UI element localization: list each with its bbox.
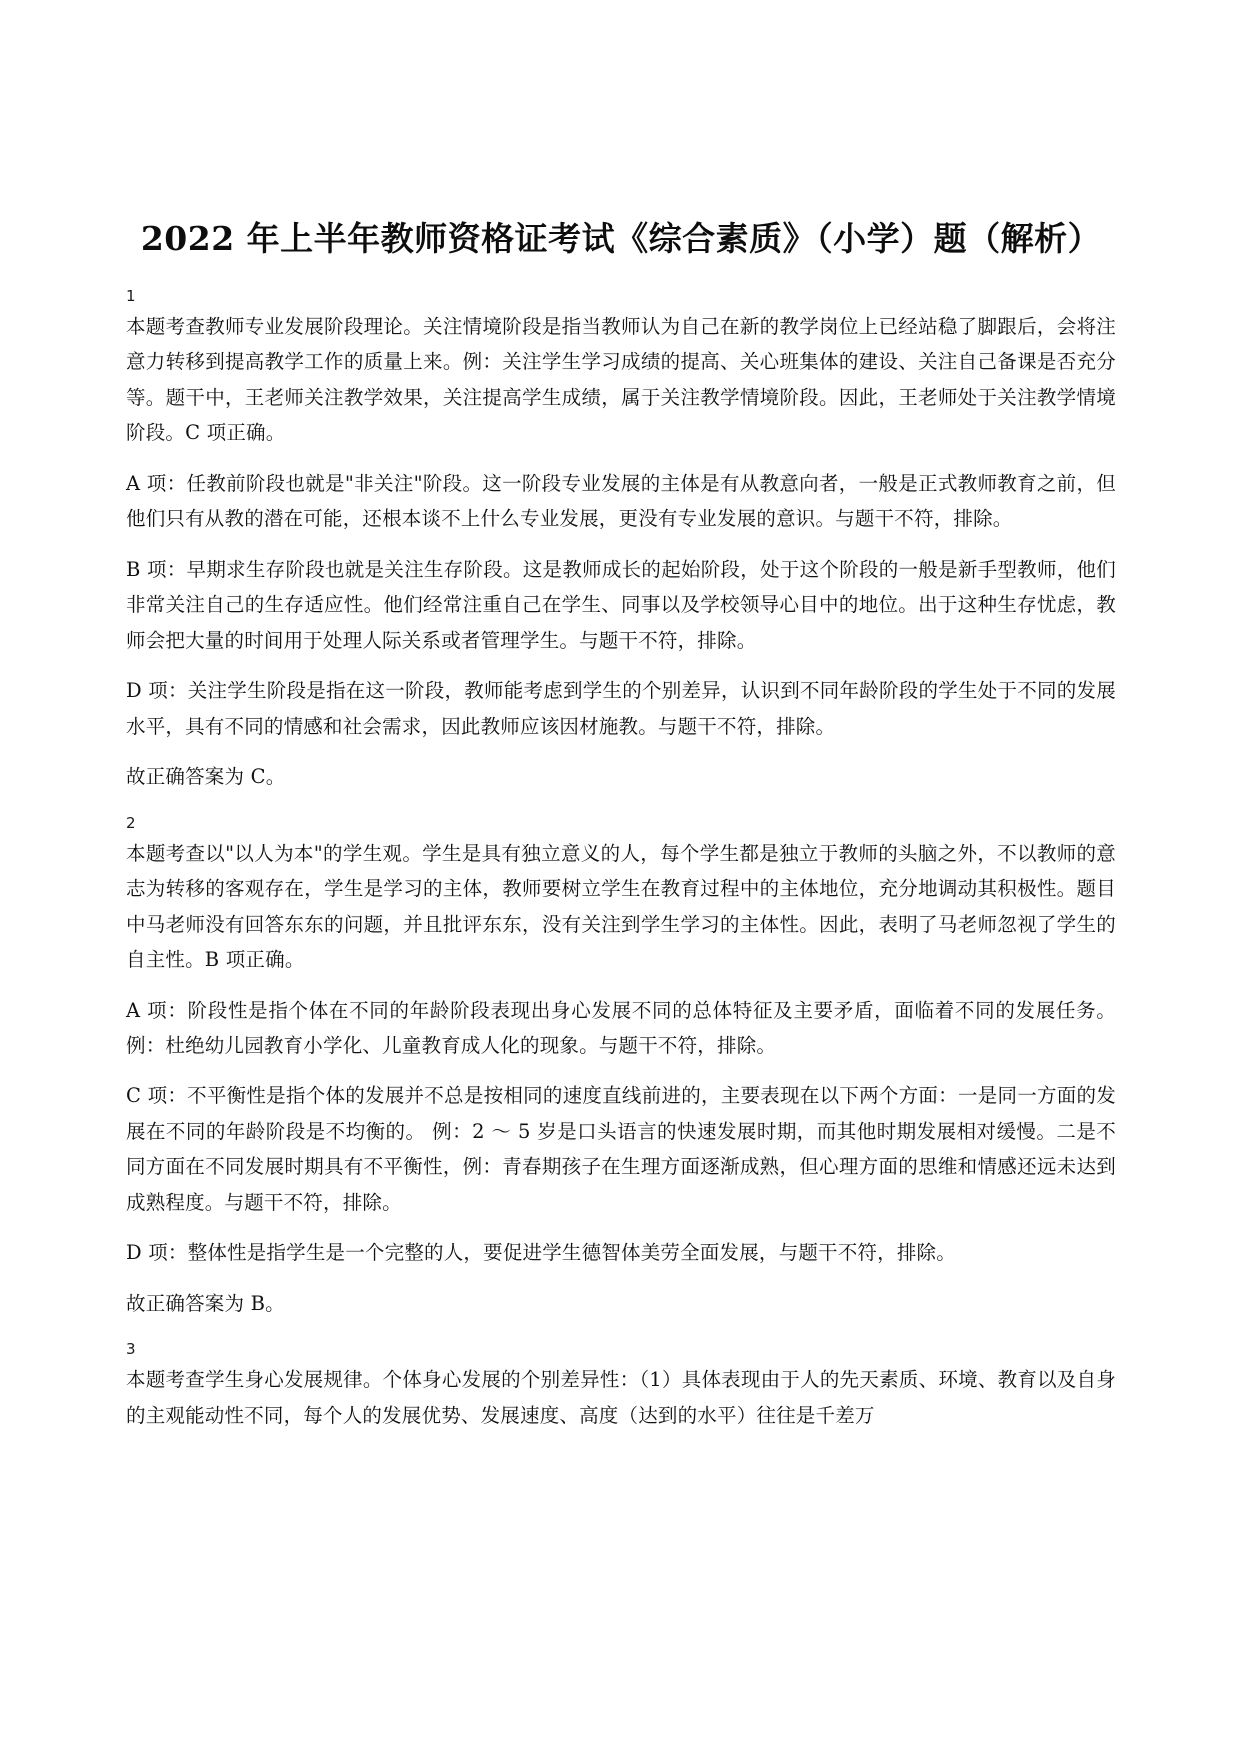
paragraph: A 项：任教前阶段也就是"非关注"阶段。这一阶段专业发展的主体是有从教意向者，一般是正式教师教育之前，但他们只有从教的潜在可能，还根本谈不上什么专业发展，更没有专业发展的意识。与题干不符，排除。 bbox=[126, 471, 1116, 531]
paragraph-answer: 故正确答案为 C。 bbox=[126, 765, 286, 789]
question-number: 1 bbox=[126, 286, 136, 305]
question-number: 3 bbox=[126, 1340, 136, 1359]
paragraph: 本题考查学生身心发展规律。个体身心发展的个别差异性：（1）具体表现由于人的先天素质、环境、教育以及自身的主观能动性不同，每个人的发展优势、发展速度、高度（达到的水平）往往是千差万 bbox=[126, 1368, 1116, 1427]
paragraph: C 项：不平衡性是指个体的发展并不总是按相同的速度直线前进的，主要表现在以下两个方面：一是同一方面的发展在不同的年龄阶段是不均衡的。 例：2 ～ 5 岁是口头语言的快速发展时期，而其他时期发展相对缓慢。二是不同方面在不同发展时期具有不平衡性，例：青春期孩子在生理方面逐渐成熟，但心理方面的思维和情感还远未达到成熟程度。与题干不符，排除。 bbox=[126, 1084, 1116, 1214]
paragraph: D 项：整体性是指学生是一个完整的人，要促进学生德智体美劳全面发展，与题干不符，排除。 bbox=[126, 1241, 956, 1265]
page-title: 2022 年上半年教师资格证考试《综合素质》（小学）题（解析） bbox=[140, 219, 1102, 258]
paragraph: A 项：阶段性是指个体在不同的年龄阶段表现出身心发展不同的总体特征及主要矛盾，面临着不同的发展任务。 例：杜绝幼儿园教育小学化、儿童教育成人化的现象。与题干不符，排除。 bbox=[126, 998, 1116, 1057]
paragraph: 本题考查以"以人为本"的学生观。学生是具有独立意义的人，每个学生都是独立于教师的头脑之外，不以教师的意志为转移的客观存在，学生是学习的主体，教师要树立学生在教育过程中的主体地位，充分地调动其积极性。题目中马老师没有回答东东的问题，并且批评东东，没有关注到学生学习的主体性。因此，表明了马老师忽视了学生的自主性。B 项正确。 bbox=[126, 841, 1116, 972]
document-body bbox=[126, 210, 1116, 1433]
paragraph: 本题考查教师专业发展阶段理论。关注情境阶段是指当教师认为自己在新的教学岗位上已经站稳了脚跟后，会将注意力转移到提高教学工作的质量上来。例：关注学生学习成绩的提高、关心班集体的建设、关注自己备课是否充分等。题干中，王老师关注教学效果，关注提高学生成绩，属于关注教学情境阶段。因此，王老师处于关注教学情境阶段。C 项正确。 bbox=[126, 314, 1116, 445]
paragraph: B 项：早期求生存阶段也就是关注生存阶段。这是教师成长的起始阶段，处于这个阶段的一般是新手型教师，他们非常关注自己的生存适应性。他们经常注重自己在学生、同事以及学校领导心目中的地位。出于这种生存忧虑，教师会把大量的时间用于处理人际关系或者管理学生。与题干不符，排除。 bbox=[126, 557, 1116, 652]
paragraph-answer: 故正确答案为 B。 bbox=[126, 1291, 285, 1315]
question-number: 2 bbox=[126, 813, 136, 832]
paragraph: D 项：关注学生阶段是指在这一阶段，教师能考虑到学生的个别差异，认识到不同年龄阶段的学生处于不同的发展水平，具有不同的情感和社会需求，因此教师应该因材施教。与题干不符，排除。 bbox=[126, 679, 1116, 738]
